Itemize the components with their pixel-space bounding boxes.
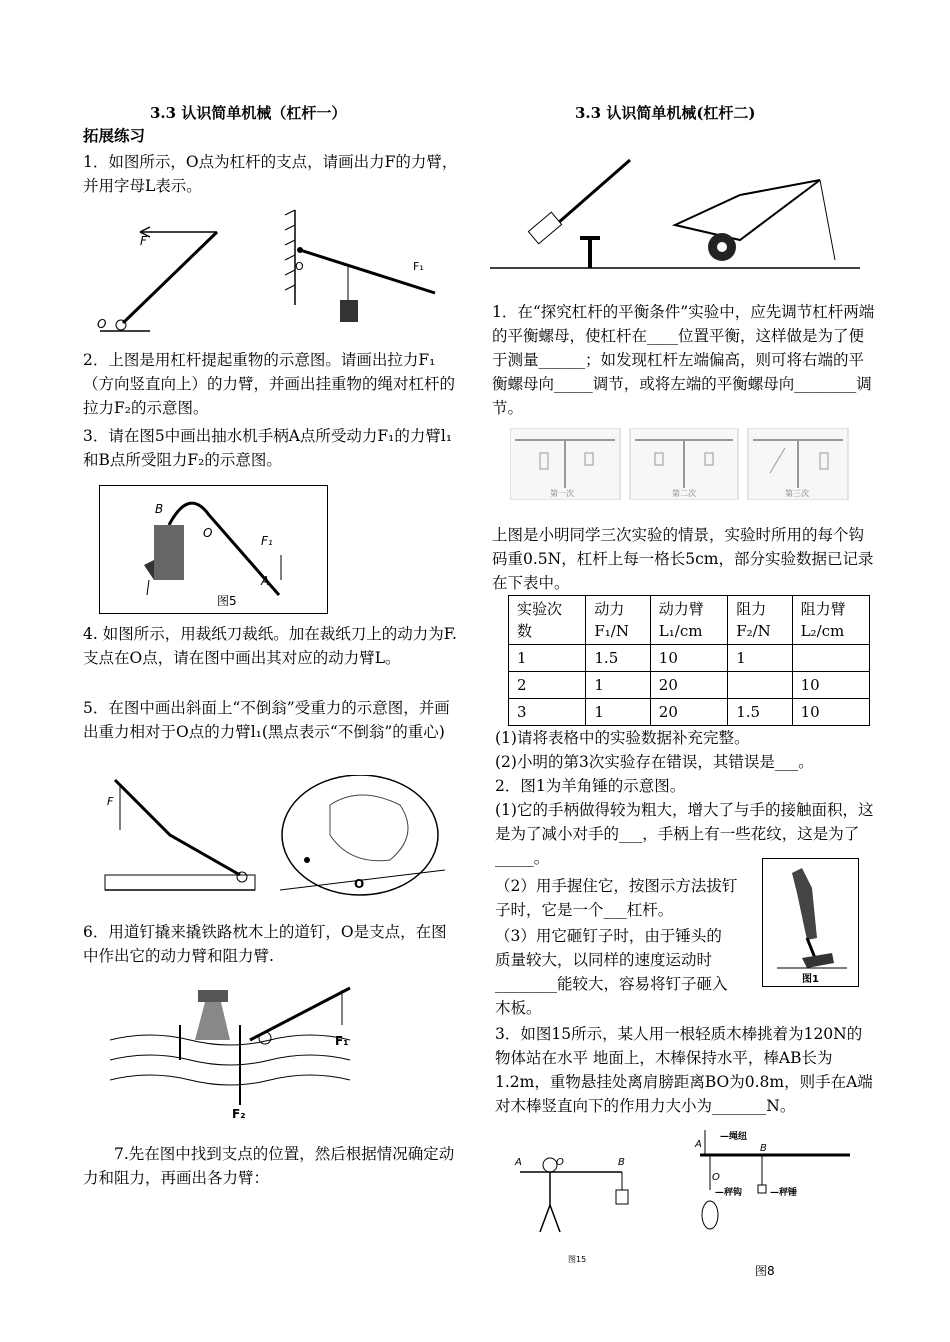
left-q5: 5．在图中画出斜面上“不倒翁”受重力的示意图，并画出重力相对于O点的力臂l₁(黑点表示“不倒翁”的重心) [83, 699, 450, 741]
fig1-hammer-caption: 图1 [802, 974, 819, 985]
table-cell: 1 [509, 645, 586, 672]
table-cell: 10 [792, 672, 869, 699]
table-cell [728, 672, 792, 699]
fig1-label-o: O [97, 317, 107, 331]
fig8-label-weight: —秤锤 [770, 1188, 798, 1198]
right-fig15 [510, 1150, 635, 1270]
table-header: 实验次 数 [509, 596, 586, 645]
fig8-label-rope: —绳纽 [720, 1132, 748, 1142]
fig1-label-o2: O [295, 260, 304, 273]
fig8-label-a: A [695, 1139, 702, 1150]
fig5-label-o: O [203, 526, 213, 540]
table-row [509, 672, 870, 699]
fig6-label-f1: F₁ [335, 1034, 349, 1048]
exp-caption-2: 第二次 [672, 489, 696, 498]
table-cell: 1 [586, 699, 650, 726]
table-cell: 1.5 [728, 699, 792, 726]
fig5-label-f1: F₁ [261, 534, 273, 548]
left-q3: 3．请在图5中画出抽水机手柄A点所受动力F₁的力臂l₁和B点所受阻力F₂的示意图。 [83, 427, 453, 469]
left-q6: 6．用道钉撬来撬铁路枕木上的道钉，O是支点，在图中作出它的动力臂和阻力臂. [83, 923, 447, 965]
right-title: 3.3 认识简单机械(杠杆二) [575, 104, 756, 122]
right-fig-hammer-cart [490, 150, 870, 275]
left-q1: 1．如图所示，O点为杠杆的支点，请画出力F的力臂，并用字母L表示。 [83, 153, 458, 195]
left-q7: 7.先在图中找到支点的位置，然后根据情况确定动力和阻力，再画出各力臂： [83, 1145, 455, 1187]
table-cell: 1.5 [586, 645, 650, 672]
right-q2-1: (1)它的手柄做得较为粗大，增大了与手的接触面积，这是为了减小对手的___，手柄上有一些花纹，这是为了_____。 [495, 801, 874, 867]
table-header: 动力 F₁/N [586, 596, 650, 645]
table-header-row [509, 596, 870, 645]
table-cell: 20 [650, 672, 727, 699]
right-q1-a: (1)请将表格中的实验数据补充完整。 [495, 729, 750, 747]
right-fig1-hammer [762, 858, 860, 988]
table-row [509, 645, 870, 672]
right-q1: 1．在“探究杠杆的平衡条件”实验中，应先调节杠杆两端的平衡螺母，使杠杆在____位置平衡，这样做是为了便于测量______；如发现杠杆左端偏高，则可将右端的平衡螺母向_____调节，或将左端的平衡螺母向________调节。 [492, 303, 875, 417]
exp-caption-1: 第一次 [550, 489, 574, 498]
table-cell: 2 [509, 672, 586, 699]
table-cell: 20 [650, 699, 727, 726]
exp-figures [510, 428, 850, 500]
right-q1-b: (2)小明的第3次实验存在错误，其错误是___。 [495, 753, 814, 771]
knife-label-f: F [107, 795, 114, 808]
fig5-label-a: A [261, 574, 270, 588]
section-heading: 拓展练习 [83, 126, 146, 145]
right-fig8 [690, 1125, 870, 1285]
fig1-label-f1: F₁ [413, 260, 424, 273]
fig15-label-o: O [556, 1157, 564, 1168]
fig15-label-a: A [515, 1157, 522, 1168]
fig8-caption: 图8 [755, 1264, 775, 1278]
left-q4: 4. 如图所示，用裁纸刀裁纸。加在裁纸刀上的动力为F.支点在O点，请在图中画出其对应的动力臂L。 [83, 625, 457, 667]
right-q2-2: （2）用手握住它，按图示方法拔钉子时，它是一个___杠杆。 [495, 877, 738, 919]
left-fig6 [110, 980, 370, 1120]
data-table [508, 595, 870, 726]
left-fig1 [95, 205, 465, 340]
table-cell: 10 [650, 645, 727, 672]
tumbler-label-o: O [354, 877, 365, 891]
table-header: 阻力臂 L₂/cm [792, 596, 869, 645]
left-fig5 [99, 485, 329, 615]
exp-caption-3: 第三次 [785, 489, 809, 498]
table-cell: 1 [728, 645, 792, 672]
fig15-caption: 图15 [568, 1255, 587, 1264]
table-cell: 1 [586, 672, 650, 699]
fig15-label-b: B [618, 1157, 625, 1168]
table-row [509, 699, 870, 726]
fig5-caption: 图5 [217, 594, 237, 608]
exp-desc: 上图是小明同学三次实验的情景，实验时所用的每个钩码重0.5N，杠杆上每一格长5cm，部分实验数据已记录在下表中。 [492, 526, 874, 592]
right-q3: 3．如图15所示，某人用一根轻质木棒挑着为120N的物体站在水平 地面上，木棒保持水平，棒AB长为1.2m，重物悬挂处离肩膀距离BO为0.8m，则手在A端对木棒竖直向下的作用力大小为_______N。 [495, 1025, 873, 1115]
fig8-label-b: B [760, 1143, 767, 1154]
fig8-label-hook: —秤钩 [715, 1188, 743, 1198]
fig8-label-o: O [712, 1172, 720, 1183]
table-header: 动力臂 L₁/cm [650, 596, 727, 645]
table-cell: 3 [509, 699, 586, 726]
table-cell [792, 645, 869, 672]
right-q2: 2．图1为羊角锤的示意图。 [495, 777, 686, 795]
left-title: 3.3 认识简单机械（杠杆一） [150, 104, 347, 122]
fig1-label-f: F [140, 234, 147, 248]
left-q2: 2．上图是用杠杆提起重物的示意图。请画出拉力F₁（方向竖直向上）的力臂，并画出挂重物的绳对杠杆的拉力F₂的示意图。 [83, 351, 456, 417]
table-cell: 10 [792, 699, 869, 726]
right-q2-3: （3）用它砸钉子时，由于锤头的质量较大，以同样的速度运动时________能较大，容易将钉子砸入木板。 [495, 927, 728, 1017]
fig6-label-f2: F₂ [232, 1107, 246, 1120]
fig5-label-b: B [155, 502, 164, 516]
left-fig-knife-tumbler [100, 775, 460, 900]
table-header: 阻力 F₂/N [728, 596, 792, 645]
